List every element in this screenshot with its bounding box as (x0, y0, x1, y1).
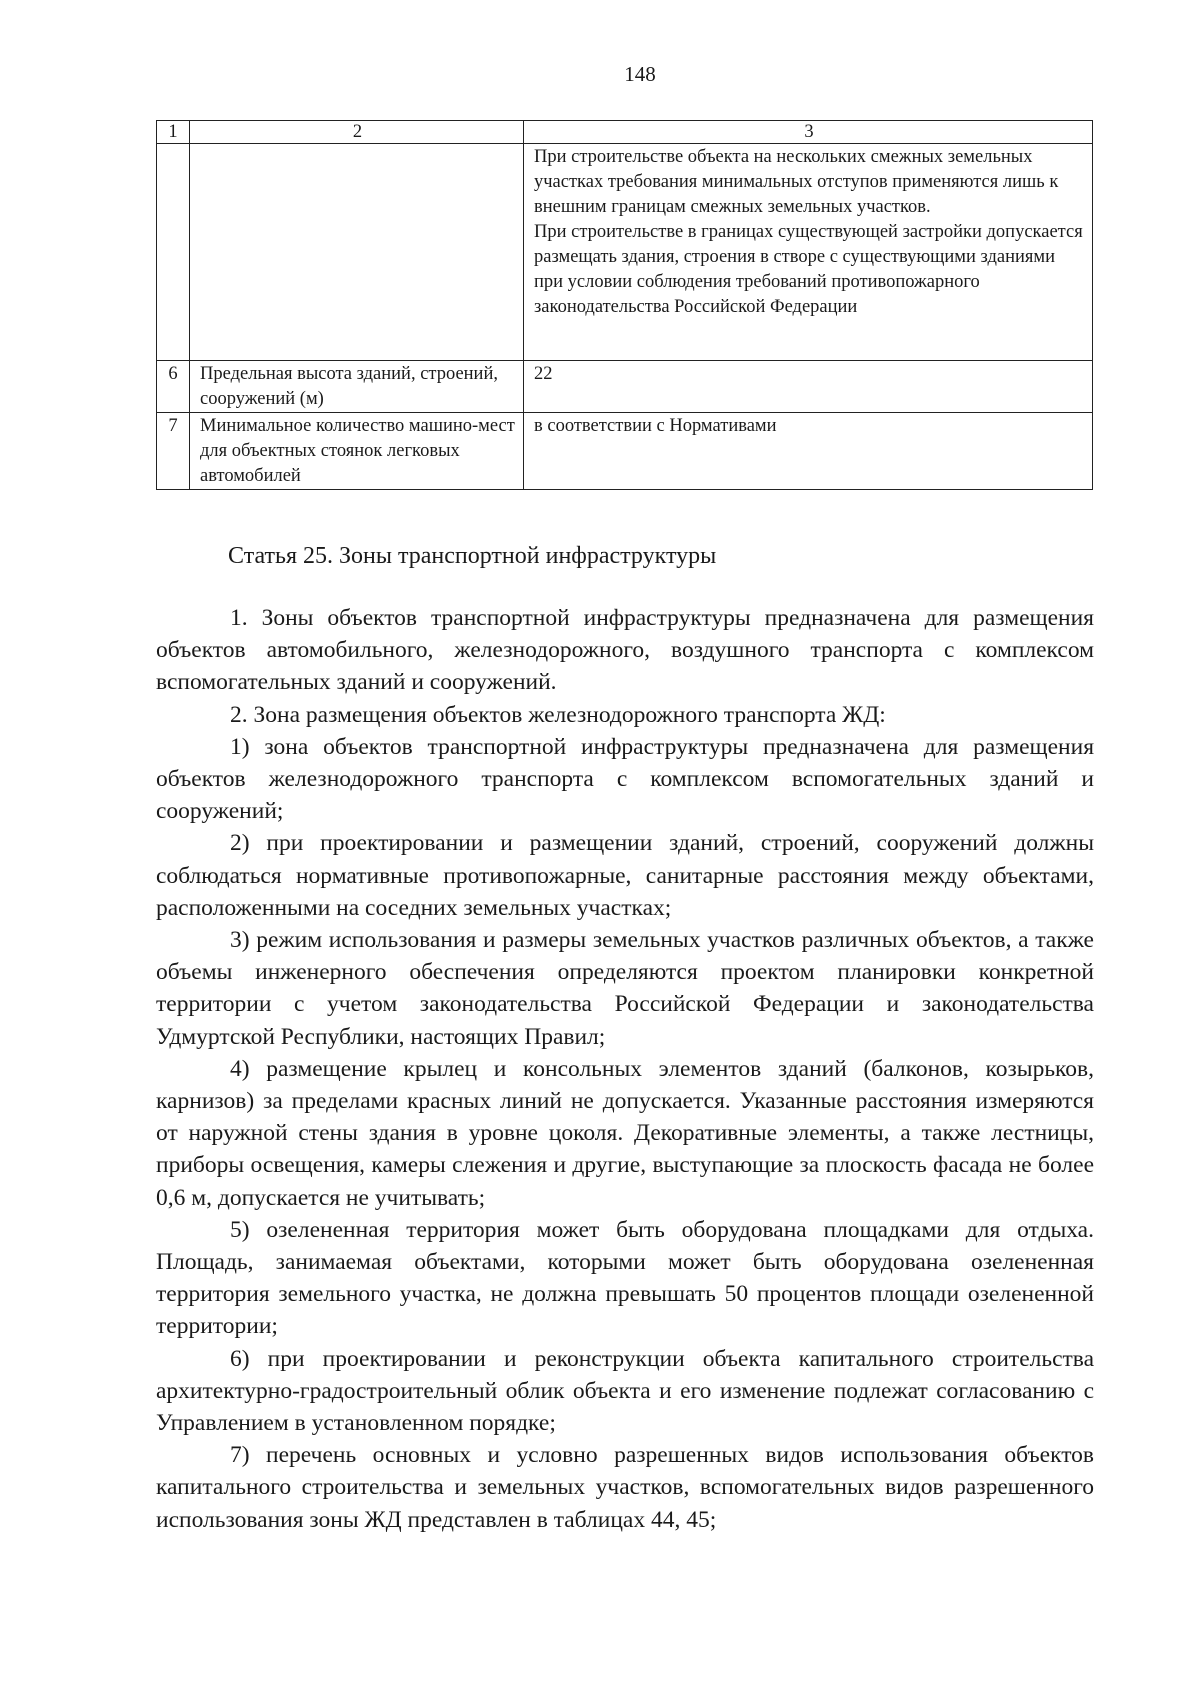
row-number: 6 (157, 361, 190, 413)
paragraph: 5) озелененная территория может быть оборудована площадками для отдыха. Площадь, занимаемая объектами, которыми может быть оборудована озелененная территория земельного участка, не должна превышать 50 процентов площади озелененной территории; (156, 1216, 1094, 1340)
row-parameter (190, 144, 524, 361)
paragraph: 4) размещение крылец и консольных элементов зданий (балконов, козырьков, карнизов) за пределами красных линий не допускается. Указанные расстояния измеряются от наружной стены здания в уровне цоколя. Декоративные элементы, а также лестницы, приборы освещения, камеры слежения и другие, выступающие за плоскость фасада не более 0,6 м, допускается не учитывать; (156, 1055, 1094, 1211)
row-parameter: Минимальное количество машино-мест для объектных стоянок легковых автомобилей (190, 413, 524, 490)
article-body (156, 602, 1094, 1536)
row-parameter: Предельная высота зданий, строений, сооружений (м) (190, 361, 524, 413)
row-value (524, 413, 1093, 490)
header-col-3: 3 (524, 121, 1093, 144)
row-value (524, 361, 1093, 413)
header-col-1: 1 (157, 121, 190, 144)
header-col-2: 2 (190, 121, 524, 144)
paragraph: 6) при проектировании и реконструкции объекта капитального строительства архитектурно-градостроительный облик объекта и его изменение подлежат согласованию с Управлением в установленном порядке; (156, 1345, 1094, 1437)
row-value-line: При строительстве в границах существующей застройки допускается размещать здания, строения в створе с существующими зданиями при условии соблюдения требований противопожарного законодательства Российской Федерации (534, 222, 1083, 317)
table-row (157, 413, 1093, 490)
row-value-line: в соответствии с Нормативами (534, 416, 777, 436)
paragraph: 7) перечень основных и условно разрешенных видов использования объектов капитального строительства и земельных участков, вспомогательных видов разрешенного использования зоны ЖД представлен в таблицах 44, 45; (156, 1442, 1094, 1533)
paragraph: 3) режим использования и размеры земельных участков различных объектов, а также объемы инженерного обеспечения определяются проектом планировки конкретной территории с учетом законодательства Российской Федерации и законодательства Удмуртской Республики, настоящих Правил; (156, 927, 1094, 1050)
table-row (157, 144, 1093, 361)
row-number (157, 144, 190, 361)
row-number: 7 (157, 413, 190, 490)
row-value-line: При строительстве объекта на нескольких смежных земельных участках требования минимальных отступов применяются лишь к внешним границам смежных земельных участков. (534, 147, 1059, 217)
page-number: 148 (624, 62, 656, 86)
row-value (524, 144, 1093, 361)
paragraph: 2) при проектировании и размещении зданий, строений, сооружений должны соблюдаться нормативные противопожарные, санитарные расстояния между объектами, расположенными на соседних земельных участках; (156, 830, 1094, 921)
article-heading: Статья 25. Зоны транспортной инфраструктуры (228, 543, 717, 569)
paragraph: 1) зона объектов транспортной инфраструктуры предназначена для размещения объектов железнодорожного транспорта с комплексом вспомогательных зданий и сооружений; (156, 733, 1094, 825)
paragraph: 1. Зоны объектов транспортной инфраструктуры предназначена для размещения объектов автомобильного, железнодорожного, воздушного транспорта с комплексом вспомогательных зданий и сооружений. (156, 605, 1094, 696)
table-header-row (157, 121, 1093, 144)
regulations-table (156, 120, 1093, 490)
row-value-line: 22 (534, 364, 553, 384)
table-row (157, 361, 1093, 413)
paragraph: 2. Зона размещения объектов железнодорожного транспорта ЖД: (230, 701, 886, 728)
